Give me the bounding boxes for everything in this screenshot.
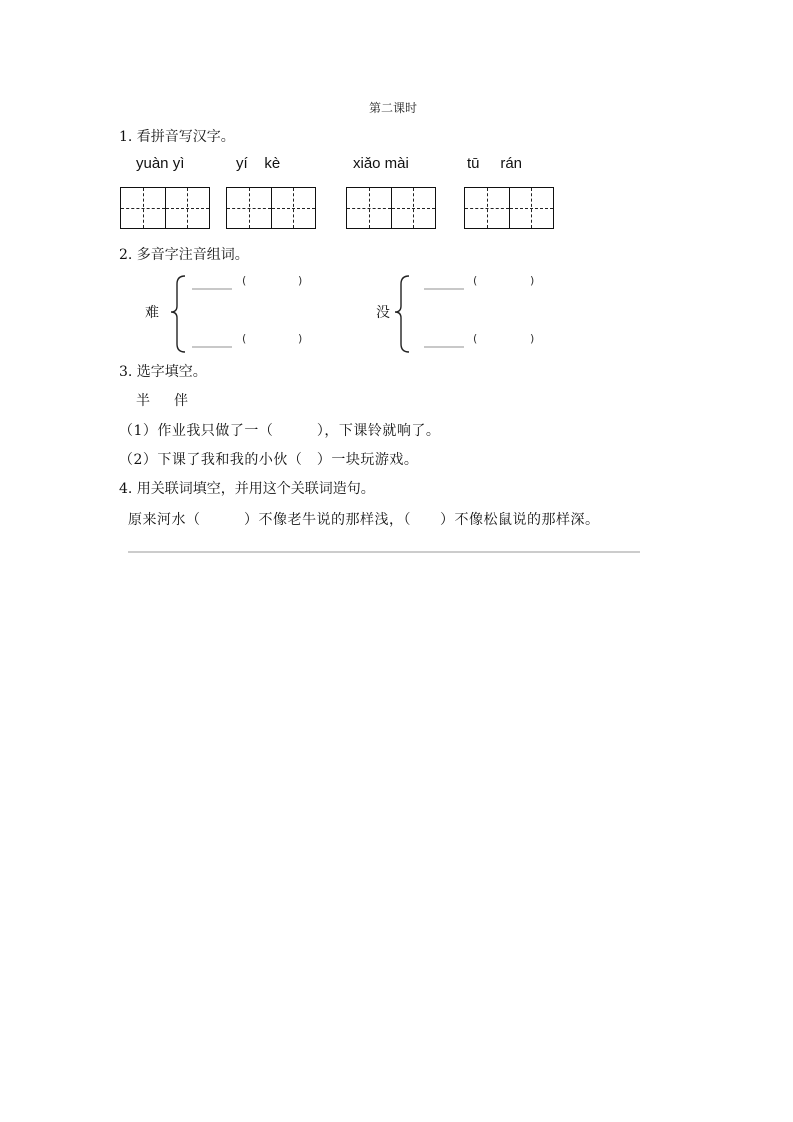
- choice-char-2: 伴: [174, 393, 189, 409]
- writing-cell[interactable]: [391, 188, 436, 228]
- paren-close: ): [298, 332, 303, 345]
- writing-cell[interactable]: [509, 188, 554, 228]
- pinyin-label-4: tū rán: [467, 155, 523, 172]
- pinyin-label-2: yí kè: [236, 155, 281, 172]
- pinyin-label-1: yuàn yì: [136, 155, 185, 172]
- writing-cell[interactable]: [227, 188, 271, 228]
- paren-close: ): [530, 274, 535, 287]
- paren-open: (: [473, 332, 478, 345]
- writing-cell[interactable]: [165, 188, 210, 228]
- section-divider: [128, 551, 640, 553]
- writing-grid-1[interactable]: [120, 187, 210, 229]
- answer-blank[interactable]: [192, 288, 232, 290]
- paren-open: (: [473, 274, 478, 287]
- polyphone-char-1: 难: [145, 305, 159, 321]
- answer-blank[interactable]: [192, 346, 232, 348]
- lesson-title: 第二课时: [369, 101, 418, 115]
- q4-heading: 4. 用关联词填空，并用这个关联词造句。: [119, 481, 375, 497]
- writing-grid-2[interactable]: [226, 187, 316, 229]
- paren-close: ): [530, 332, 535, 345]
- answer-blank[interactable]: [424, 346, 464, 348]
- writing-cell[interactable]: [347, 188, 391, 228]
- writing-cell[interactable]: [465, 188, 509, 228]
- writing-cell[interactable]: [271, 188, 316, 228]
- pinyin-label-3: xiǎo mài: [353, 155, 409, 172]
- answer-blank[interactable]: [424, 288, 464, 290]
- q1-heading: 1. 看拼音写汉字。: [119, 129, 235, 145]
- q2-heading: 2. 多音字注音组词。: [119, 247, 249, 263]
- q3-sentence-1: （1）作业我只做了一（ ），下课铃就响了。: [119, 423, 441, 439]
- q3-heading: 3. 选字填空。: [119, 364, 207, 380]
- writing-grid-4[interactable]: [464, 187, 554, 229]
- writing-grid-3[interactable]: [346, 187, 436, 229]
- writing-cell[interactable]: [121, 188, 165, 228]
- curly-brace-icon: [394, 275, 408, 353]
- curly-brace-icon: [170, 275, 184, 353]
- paren-close: ): [298, 274, 303, 287]
- paren-open: (: [242, 274, 247, 287]
- q4-sentence: 原来河水（ ）不像老牛说的那样浅，（ ）不像松鼠说的那样深。: [128, 512, 600, 528]
- q3-sentence-2: （2）下课了我和我的小伙（ ）一块玩游戏。: [119, 452, 419, 468]
- choice-char-1: 半: [136, 393, 151, 409]
- polyphone-char-2: 没: [376, 305, 390, 321]
- paren-open: (: [242, 332, 247, 345]
